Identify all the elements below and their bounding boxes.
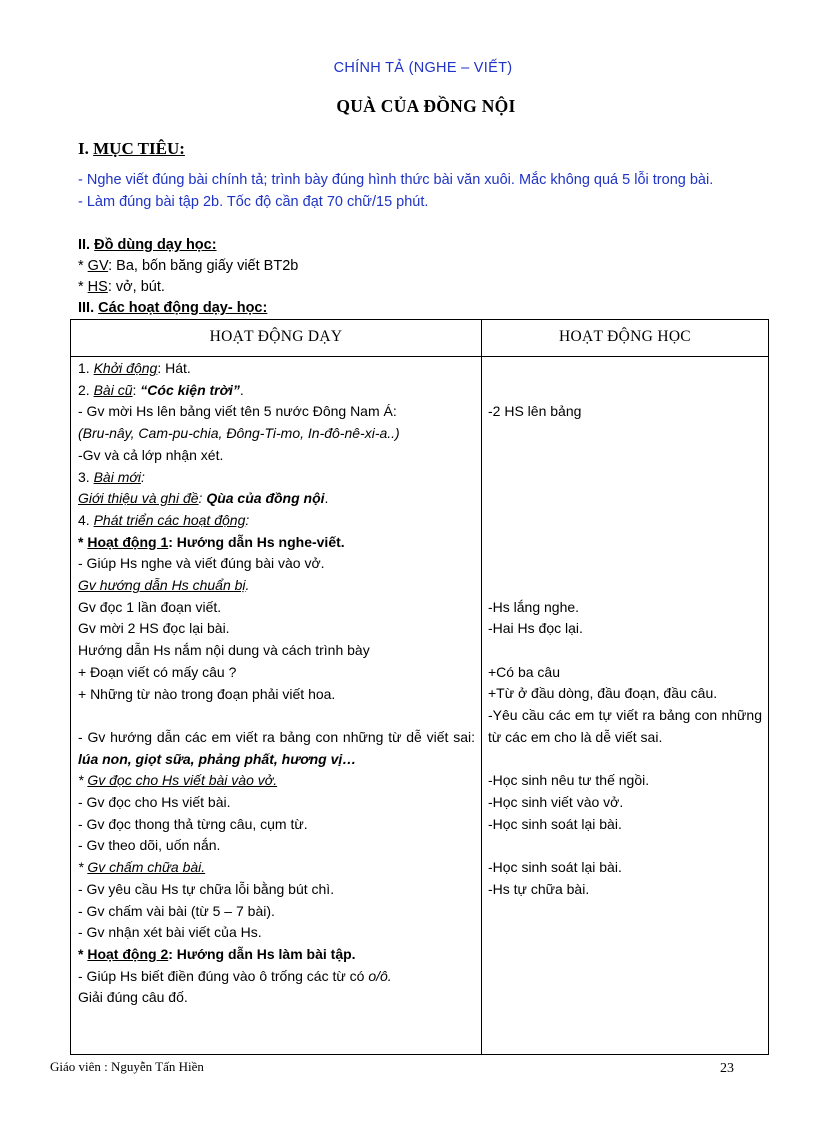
table-line: - Gv theo dõi, uốn nắn. xyxy=(78,837,221,854)
gv-label: GV xyxy=(87,258,109,274)
table-line: - Gv mời Hs lên bảng viết tên 5 nước Đông Nam Á: xyxy=(78,403,397,420)
table-line: * Hoạt động 2: Hướng dẫn Hs làm bài tập. xyxy=(78,945,356,962)
table-line: - Giúp Hs nghe và viết đúng bài vào vở. xyxy=(78,555,325,572)
column-header-teaching: HOẠT ĐỘNG DẠY xyxy=(209,328,343,345)
table-line: + Đoạn viết có mấy câu ? xyxy=(78,663,237,680)
objective-item: - Làm đúng bài tập 2b. Tốc độ cần đạt 70 chữ/15 phút. xyxy=(78,193,429,210)
teaching-column xyxy=(78,357,475,1009)
table-line: - Gv nhận xét bài viết của Hs. xyxy=(78,924,262,941)
table-line: - Gv đọc cho Hs viết bài. xyxy=(78,794,231,811)
table-line: - Gv đọc thong thả từng câu, cụm từ. xyxy=(78,815,308,832)
table-line: -Học sinh nêu tư thế ngồi. xyxy=(488,772,650,789)
table-line: -Gv và cả lớp nhận xét. xyxy=(78,446,224,463)
section-number: I. xyxy=(78,139,94,158)
table-line: -Hs lắng nghe. xyxy=(488,598,580,615)
table-line: +Từ ở đầu dòng, đầu đoạn, đầu câu. xyxy=(488,685,718,702)
objectives-list xyxy=(78,170,776,213)
table-line: Gv đọc 1 lần đoạn viết. xyxy=(78,598,222,615)
table-line: + Những từ nào trong đoạn phải viết hoa. xyxy=(78,685,336,702)
bullet: * xyxy=(78,279,88,295)
table-line: Gv hướng dẫn Hs chuẩn bị. xyxy=(78,577,250,594)
table-line: Hướng dẫn Hs nắm nội dung và cách trình bày xyxy=(78,642,370,659)
footer-teacher: Giáo viên : Nguyễn Tấn Hiền xyxy=(50,1059,204,1074)
table-line: 1. Khởi động: Hát. xyxy=(78,360,191,376)
section-label: MỤC TIÊU: xyxy=(93,139,185,158)
subject-heading: CHÍNH TẢ (NGHE – VIẾT) xyxy=(333,60,513,76)
table-line: (Bru-nây, Cam-pu-chia, Đông-Ti-mo, In-đô-nê-xi-a..) xyxy=(78,425,400,442)
objective-item: - Nghe viết đúng bài chính tả; trình bày đúng hình thức bài văn xuôi. Mắc không quá 5 lỗi trong bài. xyxy=(78,172,714,188)
teacher-materials xyxy=(78,256,298,278)
table-line: * Hoạt động 1: Hướng dẫn Hs nghe-viết. xyxy=(78,533,345,550)
table-line: 2. Bài cũ: “Cóc kiện trời”. xyxy=(78,381,244,398)
section-objectives-heading xyxy=(78,139,185,159)
table-line: -Yêu cầu các em tự viết ra bảng con những từ các em cho là dễ viết sai. xyxy=(488,707,762,745)
column-divider xyxy=(481,320,482,1054)
section-label: Các hoạt động dạy- học: xyxy=(98,300,268,316)
table-line: +Có ba câu xyxy=(488,663,560,680)
gv-text: : Ba, bốn băng giấy viết BT2b xyxy=(108,258,299,274)
table-line: - Gv chấm vài bài (từ 5 – 7 bài). xyxy=(78,902,275,919)
page-number: 23 xyxy=(720,1061,734,1076)
learning-column xyxy=(488,357,762,900)
section-number: III. xyxy=(78,300,99,316)
section-label: Đồ dùng dạy học: xyxy=(94,237,217,253)
table-line: - Giúp Hs biết điền đúng vào ô trống các từ có o/ô. xyxy=(78,967,392,984)
table-line: * Gv đọc cho Hs viết bài vào vở. xyxy=(78,772,278,789)
table-line: Gv mời 2 HS đọc lại bài. xyxy=(78,620,230,637)
table-line: Giải đúng câu đố. xyxy=(78,989,188,1006)
page-title: QUÀ CỦA ĐỒNG NỘI xyxy=(336,96,516,116)
section-number: II. xyxy=(78,237,95,253)
table-line: -Học sinh viết vào vở. xyxy=(488,793,624,810)
table-line: Giới thiệu và ghi đề: Qùa của đồng nội. xyxy=(78,490,329,507)
table-line: -2 HS lên bảng xyxy=(488,403,582,420)
table-line: 3. Bài mới: xyxy=(78,468,145,485)
table-line: -Hai Hs đọc lại. xyxy=(488,620,583,637)
column-header-learning: HOẠT ĐỘNG HỌC xyxy=(559,328,691,345)
section-activities-heading xyxy=(78,298,267,320)
hs-label: HS xyxy=(87,279,108,295)
table-line: 4. Phát triển các hoạt động: xyxy=(78,511,250,528)
student-materials xyxy=(78,277,165,299)
table-line: - Gv yêu cầu Hs tự chữa lỗi bằng bút chì. xyxy=(78,880,335,897)
bullet: * xyxy=(78,258,88,274)
hs-text: : vở, bút. xyxy=(107,279,165,295)
table-line: -Học sinh soát lại bài. xyxy=(488,858,622,875)
activities-table xyxy=(70,319,769,1055)
section-materials-heading xyxy=(78,235,217,257)
table-line: -Hs tự chữa bài. xyxy=(488,880,590,897)
table-line: - Gv hướng dẫn các em viết ra bảng con những từ dễ viết sai: lúa non, giọt sữa, phảng phất, hương vị… xyxy=(78,728,475,767)
table-line: -Học sinh soát lại bài. xyxy=(488,815,622,832)
table-line: * Gv chấm chữa bài. xyxy=(78,859,206,876)
